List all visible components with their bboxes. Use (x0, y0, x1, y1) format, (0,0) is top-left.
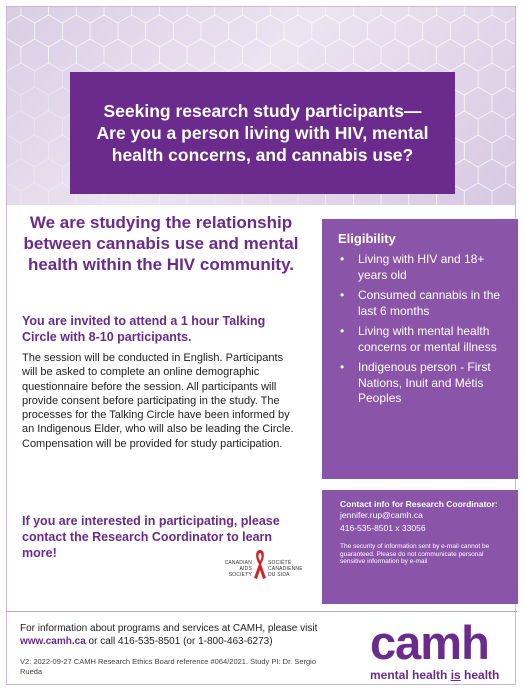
eligibility-item: • Indigenous person - First Nations, Inuit and Métis Peoples (340, 360, 491, 405)
call-to-action: If you are interested in participating, please contact the Research Coordinator to learn more! (22, 514, 280, 560)
contact-phone: 416-535-8501 x 33056 (340, 523, 426, 533)
eligibility-item: • Living with mental health concerns or mental illness (340, 324, 497, 354)
footer-divider (7, 611, 517, 612)
contact-email[interactable]: jennifer.rup@camh.ca (340, 510, 423, 520)
camh-logo (370, 618, 510, 682)
cas-logo-french: SOCIÉTÉ CANADIENNE DU SIDA (268, 560, 303, 578)
email-security-note: The security of information sent by e-mail cannot be guaranteed. Please do not communicate personal sensitive information by e-mail (340, 543, 490, 565)
eligibility-item: • Living with HIV and 18+ years old (340, 252, 485, 282)
eligibility-item: • Consumed cannabis in the last 6 months (340, 288, 501, 318)
eligibility-title: Eligibility (338, 231, 396, 246)
title-banner (70, 72, 455, 194)
canadian-aids-society-logo (222, 548, 308, 588)
footer-info: For information about programs and services at CAMH, please visit www.camh.ca or call 416-535-8501 (or 1-800-463-6273) (20, 623, 318, 647)
intro-heading: We are studying the relationship between cannabis use and mental health within the HIV community. (23, 213, 299, 274)
eligibility-list (338, 252, 504, 407)
camh-wordmark: camh (370, 616, 489, 669)
red-ribbon-icon (253, 548, 267, 588)
eligibility-panel (322, 219, 518, 479)
banner-heading: Seeking research study participants— Are you a person living with HIV, mental health concerns, and cannabis use? (96, 101, 429, 165)
cas-logo-english: CANADIAN AIDS SOCIETY (224, 560, 252, 578)
camh-tagline: mental health is health (370, 668, 500, 682)
session-description: The session will be conducted in English. Participants will be asked to complete an online demographic questionnaire before the session. All participants will provide consent before participating in the study. The processes for the Talking Circle have been informed by an Indigenous Elder, who will also be leading the Circle. Compensation will be provided for study participation. (22, 352, 294, 450)
camh-website-link[interactable]: www.camh.ca (20, 636, 86, 647)
invite-heading: You are invited to attend a 1 hour Talking Circle with 8-10 participants. (22, 314, 266, 344)
version-reference: V2: 2022-09-27 CAMH Research Ethics Board reference #064/2021. Study PI: Dr. Sergio Rueda (20, 657, 316, 676)
contact-title: Contact info for Research Coordinator: (340, 499, 498, 509)
contact-panel (322, 490, 518, 604)
